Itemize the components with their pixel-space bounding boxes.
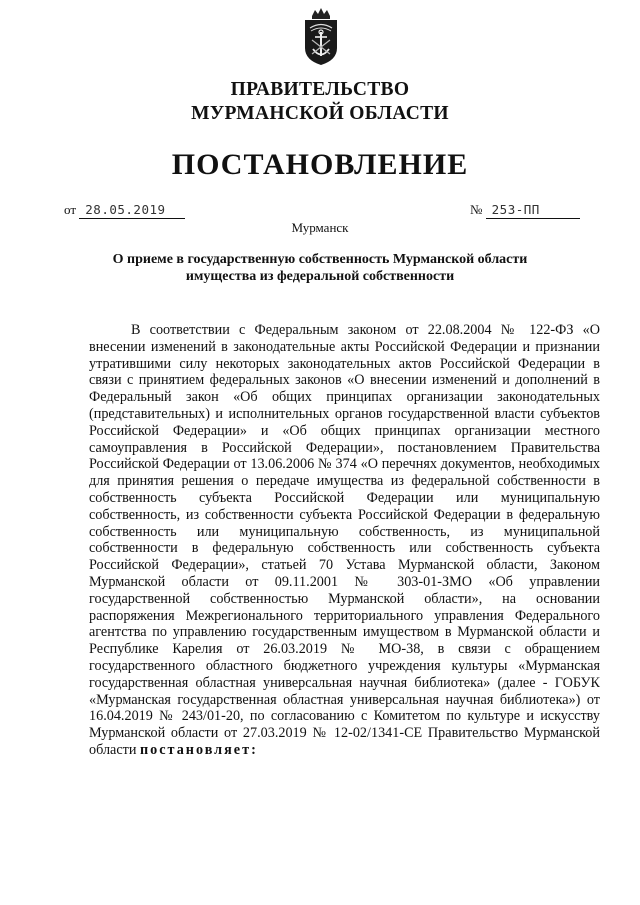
date-prefix: от	[64, 202, 77, 217]
resolves-word: постановляет:	[139, 741, 258, 758]
coat-of-arms-icon	[302, 8, 340, 66]
government-name-line2: МУРМАНСКОЙ ОБЛАСТИ	[191, 103, 449, 124]
subject-line2: имущества из федеральной собственности	[185, 269, 455, 284]
body-paragraph	[89, 322, 600, 759]
number-prefix: №	[470, 202, 483, 217]
subject-line1: О приеме в государственную собственность Мурманской области	[112, 252, 528, 267]
document-type-title: ПОСТАНОВЛЕНИЕ	[171, 148, 469, 181]
number-value: 253-ПП	[486, 202, 580, 219]
document-date	[64, 202, 185, 219]
date-value: 28.05.2019	[79, 202, 185, 219]
body-paragraph-text: В соответствии с Федеральным законом от 22.08.2004 № 122-ФЗ «О внесении изменений в законодательные акты Российской Федерации и признании утратившими силу некоторых законодательных актов Российской Федерации в связи с принятием федеральных законов «О внесении изменений и дополнений в Федеральный закон «Об общих принципах организации законодательных (представительных) и исполнительных органов государственной власти субъектов Российской Федерации» и «Об общих принципах организации местного самоуправления в Российской Федерации», постановлением Правительства Российской Федерации от 13.06.2006 № 374 «О перечнях документов, необходимых для принятия решения о передаче имущества из федеральной собственности в собственность субъекта Российской Федерации или муниципальную собственность, из собственности субъекта Российской Федерации в федеральную собственность или муниципальную собственность, из муниципальной собственности в федеральную собственность или собственность субъекта Российской Федерации», статьей 70 Устава Мурманской области, Законом Мурманской области от 09.11.2001 № 303-01-ЗМО «Об управлении государственной собственностью Мурманской области», на основании распоряжения Межрегионального территориального управления Федерального агентства по управлению государственным имуществом в Мурманской области и Республике Карелия от 26.03.2019 № МО-38, в связи с обращением государственного областного бюджетного учреждения культуры «Мурманская государственная областная универсальная научная библиотека» (далее - ГОБУК «Мурманская государственная областная универсальная научная библиотека») от 16.04.2019 № 243/01-20, по согласованию с Комитетом по культуре и искусству Мурманской области от 27.03.2019 № 12-02/1341-СЕ Правительство Мурманской области	[89, 322, 600, 758]
document-number	[470, 202, 580, 219]
government-name-line1: ПРАВИТЕЛЬСТВО	[230, 79, 410, 100]
city-name: Мурманск	[291, 220, 349, 235]
